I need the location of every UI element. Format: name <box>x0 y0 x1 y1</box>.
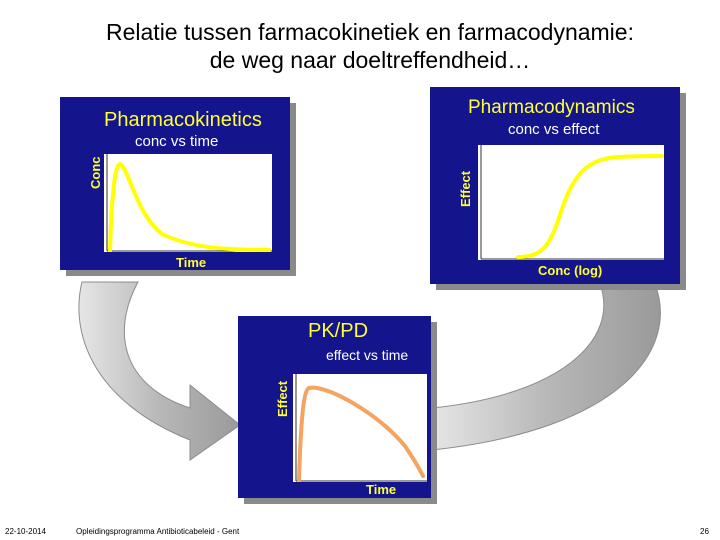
footer-page-number: 26 <box>700 527 709 536</box>
pd-panel <box>430 87 680 284</box>
pd-panel-subtitle: conc vs effect <box>508 121 600 138</box>
pk-y-axis-label: Conc <box>88 156 103 189</box>
pk-panel-title: Pharmacokinetics <box>104 109 262 131</box>
footer-date: 22-10-2014 <box>5 527 46 536</box>
pk-plot-area <box>104 154 272 252</box>
pk-panel <box>60 97 290 270</box>
pkpd-panel-subtitle: effect vs time <box>326 347 409 363</box>
pd-curve <box>518 156 662 257</box>
pkpd-panel <box>238 316 431 498</box>
pk-panel-subtitle: conc vs time <box>135 133 219 150</box>
pkpd-plot-area <box>293 374 427 482</box>
slide-title-line2: de weg naar doeltreffendheid… <box>209 47 531 73</box>
pk-curve <box>110 164 269 251</box>
pd-y-axis-label: Effect <box>458 170 473 207</box>
pkpd-curve-chart <box>293 374 427 482</box>
pd-x-axis-label: Conc (log) <box>538 263 603 278</box>
pd-panel-title: Pharmacodynamics <box>468 97 635 118</box>
pkpd-x-axis-label: Time <box>366 482 397 497</box>
pkpd-curve <box>299 388 423 480</box>
pd-plot-area <box>478 145 664 260</box>
slide-title-line1: Relatie tussen farmacokinetiek en farmacodynamie: <box>106 19 634 45</box>
right-cycle-arrow <box>432 284 660 450</box>
pd-curve-chart <box>478 145 664 260</box>
pk-x-axis-label: Time <box>176 255 207 270</box>
pkpd-y-axis-label: Effect <box>275 380 290 417</box>
pkpd-panel-title: PK/PD <box>308 320 369 342</box>
footer-program: Opleidingsprogramma Antibioticabeleid - Gent <box>76 527 240 536</box>
left-cycle-arrow <box>79 282 240 460</box>
pk-curve-chart <box>104 154 272 252</box>
